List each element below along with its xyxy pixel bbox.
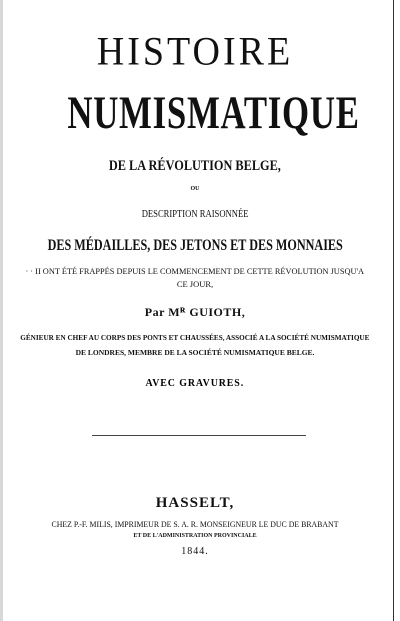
imprint-printer-line1: CHEZ P.-F. MILIS, IMPRIMEUR DE S. A. R. MONSEIGNEUR LE DUC DE BRABANT <box>51 519 339 529</box>
page-edge-right <box>393 0 394 621</box>
connector-ou: OU <box>190 186 200 192</box>
author-description-line2: DE LONDRES, MEMBRE DE LA SOCIÉTÉ NUMISMATIQUE BELGE. <box>75 348 315 357</box>
imprint-printer-line2: ET DE L'ADMINISTRATION PROVINCIALE <box>133 533 257 539</box>
author-name: Par Mᴿ GUIOTH, <box>144 305 246 319</box>
illustrations-note: AVEC GRAVURES. <box>145 377 245 389</box>
subject-line2: · · II ONT ÉTÉ FRAPPÉS DEPUIS LE COMMENCEMENT DE CETTE RÉVOLUTION JUSQU'A <box>25 266 365 276</box>
subtitle-description: DESCRIPTION RAISONNÉE <box>141 209 249 220</box>
imprint-year: 1844. <box>181 546 209 557</box>
divider-rule <box>92 435 306 436</box>
subject-medailles: DES MÉDAILLES, DES JETONS ET DES MONNAIES <box>47 237 343 254</box>
author-description-line1: GÉNIEUR EN CHEF AU CORPS DES PONTS ET CHAUSSÉES, ASSOCIÉ A LA SOCIÉTÉ NUMISMATIQUE <box>20 333 370 342</box>
imprint-city: HASSELT, <box>155 495 235 511</box>
title-histoire: HISTOIRE <box>96 29 294 75</box>
title-revolution-belge: DE LA RÉVOLUTION BELGE, <box>108 158 281 174</box>
title-numismatique: NUMISMATIQUE <box>67 87 360 139</box>
subject-line3: CE JOUR, <box>176 279 214 289</box>
